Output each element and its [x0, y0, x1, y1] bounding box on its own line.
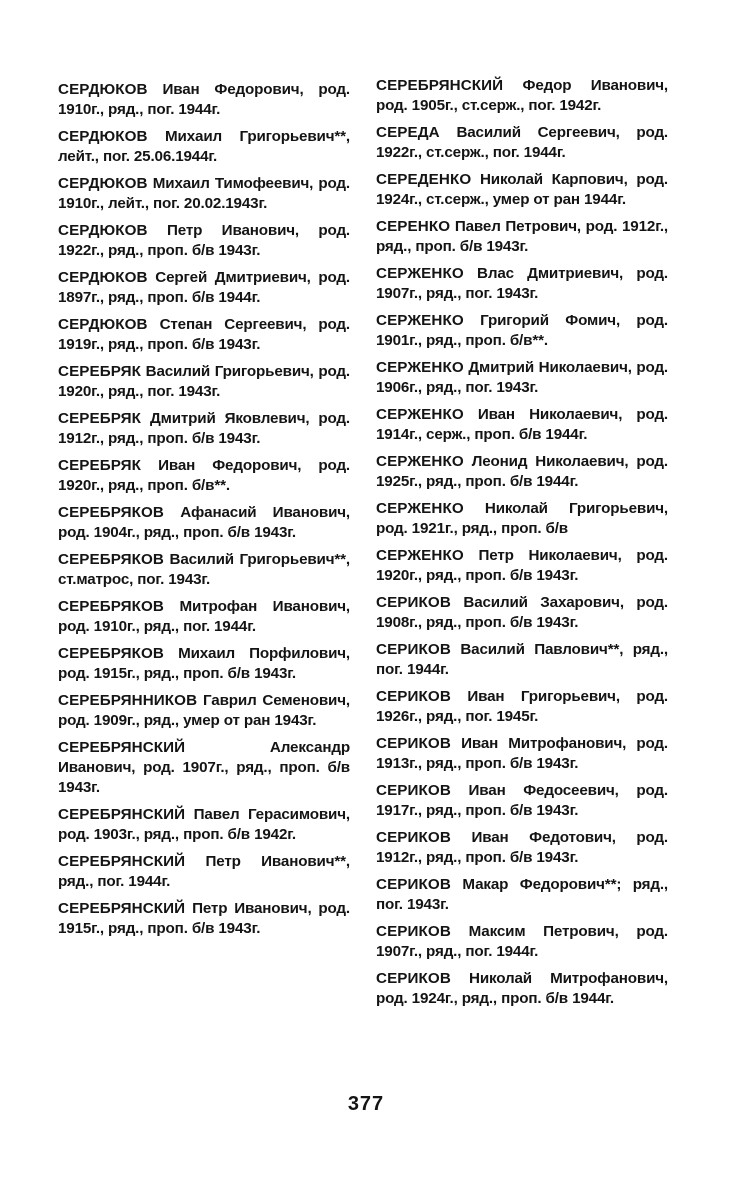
entry-surname: СЕРДЮКОВ — [58, 81, 148, 98]
entry — [58, 550, 350, 590]
entry-details: Василий Григорьевич**, ст.матрос, пог. 1943г. — [58, 551, 350, 588]
entry-surname: СЕРДЮКОВ — [58, 175, 148, 192]
entry-surname: СЕРИКОВ — [376, 735, 451, 752]
entry-surname: СЕРЕНКО — [376, 218, 451, 235]
entry — [376, 452, 668, 492]
entry-surname: СЕРИКОВ — [376, 688, 451, 705]
entry — [376, 781, 668, 821]
entry-details: Василий Павлович**, ряд., пог. 1944г. — [376, 641, 668, 678]
entry — [376, 640, 668, 680]
entry-details: Петр Николаевич, род. 1920г., ряд., проп. б/в 1943г. — [376, 547, 668, 584]
entry-surname: СЕРЕБРЯК — [58, 457, 142, 474]
entry-surname: СЕРЖЕНКО — [376, 312, 464, 329]
entry-surname: СЕРДЮКОВ — [58, 128, 148, 145]
entry — [58, 738, 350, 798]
entry-details: Иван Федорович, род. 1920г., ряд., проп. б/в**. — [58, 457, 350, 494]
entry-surname: СЕРЕБРЯННИКОВ — [58, 692, 198, 709]
entry-surname: СЕРЕБРЯНСКИЙ — [58, 853, 186, 870]
entry-surname: СЕРДЮКОВ — [58, 269, 148, 286]
entry-details: Павел Герасимович, род. 1903г., ряд., проп. б/в 1942г. — [58, 806, 350, 843]
entry-details: Иван Федотович, род. 1912г., ряд., проп. б/в 1943г. — [376, 829, 668, 866]
entry — [376, 358, 668, 398]
entry-surname: СЕРИКОВ — [376, 594, 451, 611]
entry-surname: СЕРИКОВ — [376, 876, 451, 893]
entry-details: Дмитрий Николаевич, род. 1906г., ряд., пог. 1943г. — [376, 359, 669, 396]
entry-details: Василий Захарович, род. 1908г., ряд., проп. б/в 1943г. — [376, 594, 668, 631]
entry-surname: СЕРИКОВ — [376, 829, 451, 846]
entry-details: Петр Иванович, род. 1922г., ряд., проп. б/в 1943г. — [58, 222, 351, 259]
entry-surname: СЕРДЮКОВ — [58, 222, 148, 239]
entry-surname: СЕРЖЕНКО — [376, 359, 464, 376]
entry — [376, 217, 668, 257]
entry-surname: СЕРЖЕНКО — [376, 265, 464, 282]
entry-details: Петр Иванович, род. 1915г., ряд., проп. б/в 1943г. — [58, 900, 350, 937]
entry — [58, 691, 350, 731]
entry — [376, 499, 668, 539]
entry-details: Леонид Николаевич, род. 1925г., ряд., проп. б/в 1944г. — [376, 453, 668, 490]
entry — [58, 852, 350, 892]
entry — [58, 409, 350, 449]
entry — [58, 268, 350, 308]
entry — [376, 170, 668, 210]
entry-surname: СЕРЕДЕНКО — [376, 171, 472, 188]
entry — [376, 264, 668, 304]
entry — [376, 546, 668, 586]
entry — [58, 805, 350, 845]
entry-details: Митрофан Иванович, род. 1910г., ряд., пог. 1944г. — [58, 598, 350, 635]
entry — [376, 405, 668, 445]
entry — [376, 123, 668, 163]
entry-details: Сергей Дмитриевич, род. 1897г., ряд., проп. б/в 1944г. — [58, 269, 350, 306]
entry-surname: СЕРДЮКОВ — [58, 316, 148, 333]
entry-surname: СЕРЖЕНКО — [376, 547, 464, 564]
entry — [376, 875, 668, 915]
entry-surname: СЕРЕБРЯНСКИЙ — [58, 900, 186, 917]
left-column — [58, 80, 350, 946]
entry-details: Александр Иванович, род. 1907г., ряд., проп. б/в 1943г. — [58, 739, 350, 796]
entry-details: Иван Николаевич, род. 1914г., серж., проп. б/в 1944г. — [376, 406, 668, 443]
entry-surname: СЕРЕБРЯК — [58, 363, 142, 380]
entry-details: Иван Федосеевич, род. 1917г., ряд., проп. б/в 1943г. — [376, 782, 668, 819]
entry-details: Михаил Тимофеевич, род. 1910г., лейт., пог. 20.02.1943г. — [58, 175, 350, 212]
entry-surname: СЕРЕДА — [376, 124, 440, 141]
entry — [58, 362, 350, 402]
entry-surname: СЕРЕБРЯНСКИЙ — [58, 739, 186, 756]
entry — [58, 456, 350, 496]
entry-details: Павел Петрович, род. 1912г., ряд., проп. б/в 1943г. — [376, 218, 668, 255]
entry — [58, 597, 350, 637]
entry-surname: СЕРИКОВ — [376, 970, 451, 987]
entry-details: Иван Митрофанович, род. 1913г., ряд., проп. б/в 1943г. — [376, 735, 668, 772]
entry — [376, 687, 668, 727]
entry-details: Максим Петрович, род. 1907г., ряд., пог. 1944г. — [376, 923, 668, 960]
entry — [376, 734, 668, 774]
entry-details: Иван Григорьевич, род. 1926г., ряд., пог. 1945г. — [376, 688, 668, 725]
entry-surname: СЕРИКОВ — [376, 923, 451, 940]
entry-details: Николай Карпович, род. 1924г., ст.серж., умер от ран 1944г. — [376, 171, 668, 208]
entry-details: Василий Сергеевич, род. 1922г., ст.серж., пог. 1944г. — [376, 124, 668, 161]
right-column — [376, 76, 668, 1016]
entry-surname: СЕРЕБРЯКОВ — [58, 551, 164, 568]
entry-details: Иван Федорович, род. 1910г., ряд., пог. 1944г. — [58, 81, 350, 118]
entry — [376, 593, 668, 633]
entry-surname: СЕРИКОВ — [376, 782, 451, 799]
entry-surname: СЕРЕБРЯНСКИЙ — [376, 77, 504, 94]
entry-details: Николай Митрофанович, род. 1924г., ряд., проп. б/в 1944г. — [376, 970, 668, 1007]
entry-surname: СЕРЕБРЯКОВ — [58, 645, 164, 662]
entry-details: Василий Григорьевич, род. 1920г., ряд., пог. 1943г. — [58, 363, 350, 400]
entry-surname: СЕРЕБРЯК — [58, 410, 142, 427]
page-number: 377 — [347, 1093, 385, 1115]
entry — [376, 969, 668, 1009]
entry-surname: СЕРЖЕНКО — [376, 500, 464, 517]
entry — [376, 828, 668, 868]
entry-surname: СЕРИКОВ — [376, 641, 451, 658]
entry — [58, 221, 350, 261]
entry-details: Степан Сергеевич, род. 1919г., ряд., проп. б/в 1943г. — [58, 316, 350, 353]
entry-surname: СЕРЖЕНКО — [376, 453, 464, 470]
entry — [58, 644, 350, 684]
entry — [376, 311, 668, 351]
entry-details: Макар Федорович**; ряд., пог. 1943г. — [376, 876, 669, 913]
entry-surname: СЕРЕБРЯКОВ — [58, 504, 164, 521]
entry-details: Влас Дмитриевич, род. 1907г., ряд., пог. 1943г. — [376, 265, 668, 302]
entry-details: Федор Иванович, род. 1905г., ст.серж., пог. 1942г. — [376, 77, 668, 114]
entry-details: Михаил Григорьевич**, лейт., пог. 25.06.1944г. — [58, 128, 350, 165]
entry-details: Дмитрий Яковлевич, род. 1912г., ряд., проп. б/в 1943г. — [58, 410, 350, 447]
entry — [58, 80, 350, 120]
entry-surname: СЕРЕБРЯКОВ — [58, 598, 164, 615]
entry — [58, 174, 350, 214]
entry — [58, 315, 350, 355]
entry — [58, 503, 350, 543]
entry-details: Михаил Порфилович, род. 1915г., ряд., проп. б/в 1943г. — [58, 645, 350, 682]
entry-details: Петр Иванович**, ряд., пог. 1944г. — [58, 853, 350, 890]
entry — [58, 127, 350, 167]
entry — [58, 899, 350, 939]
entry-details: Григорий Фомич, род. 1901г., ряд., проп. б/в**. — [376, 312, 668, 349]
entry-surname: СЕРЕБРЯНСКИЙ — [58, 806, 186, 823]
entry-surname: СЕРЖЕНКО — [376, 406, 464, 423]
entry-details: Николай Григорьевич, род. 1921г., ряд., проп. б/в — [376, 500, 668, 537]
entry-details: Гаврил Семенович, род. 1909г., ряд., умер от ран 1943г. — [58, 692, 350, 729]
entry-details: Афанасий Иванович, род. 1904г., ряд., проп. б/в 1943г. — [58, 504, 350, 541]
entry — [376, 922, 668, 962]
entry — [376, 76, 668, 116]
